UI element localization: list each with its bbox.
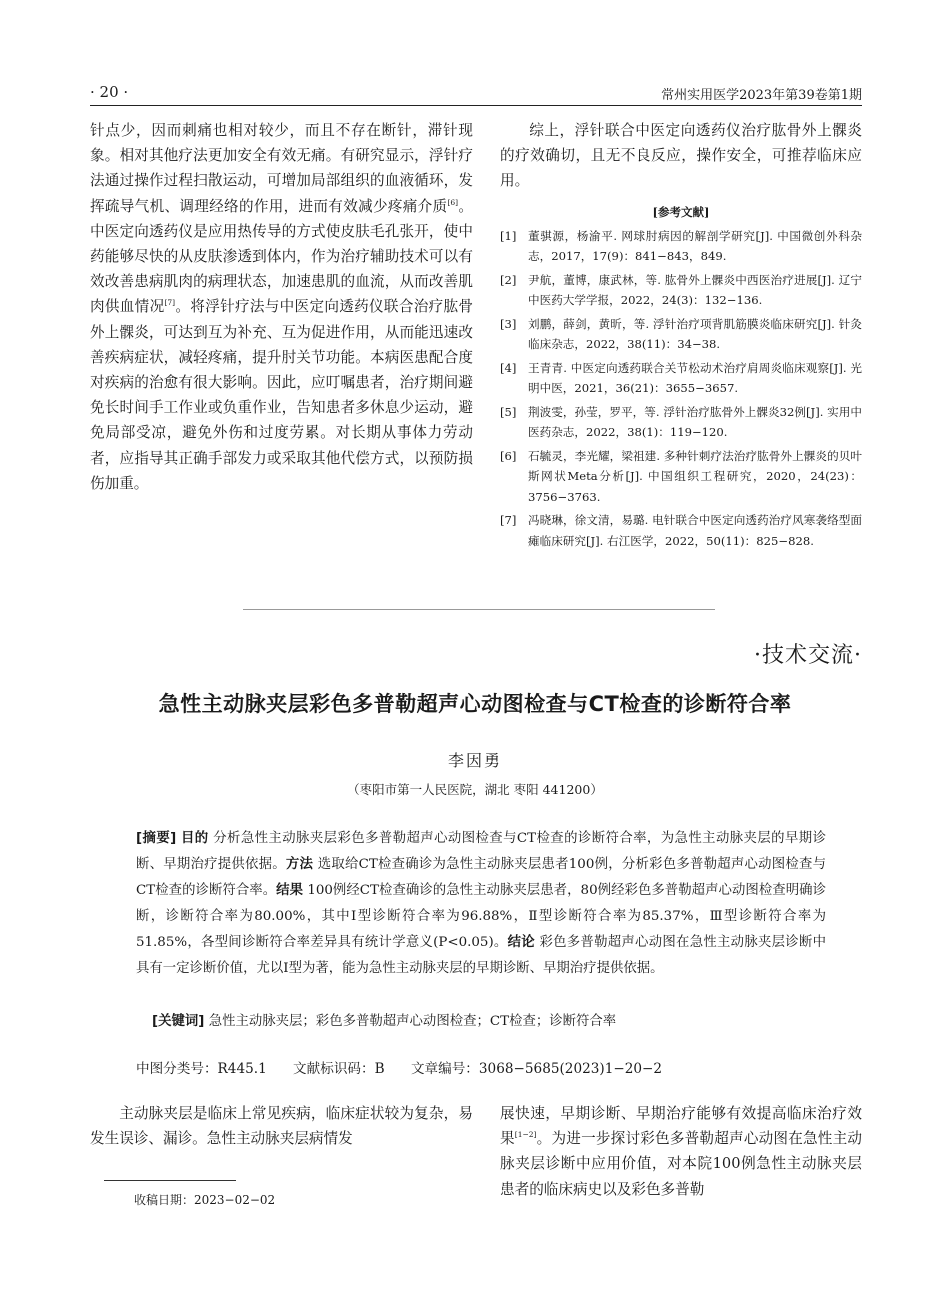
journal-info: 常州实用医学2023年第39卷第1期 xyxy=(661,88,862,103)
reference-item: [4] 王青青. 中医定向透药联合关节松动术治疗肩周炎临床观察[J]. 光明中医，2021，36(21)：3655−3657. xyxy=(500,360,862,396)
clc-number: 中图分类号：R445.1 xyxy=(136,1061,267,1077)
abstract: [摘要] 目的 分析急性主动脉夹层彩色多普勒超声心动图检查与CT检查的诊断符合率，为急性主动脉夹层的早期诊断、早期治疗提供依据。方法 选取给CT检查确诊为急性主动脉夹层患者100例，分析彩色多普勒超声心动图检查与CT检查的诊断符合率。结果 100例经CT检查确诊的急性主动脉夹层患者，80例经彩色多普勒超声心动图检查明确诊断，诊断符合率为80.00%，其中Ⅰ型诊断符合率为96.88%，Ⅱ型诊断符合率为85.37%，Ⅲ型诊断符合率为51.85%，各型间诊断符合率差异具有统计学意义(P<0.05)。结论 彩色多普勒超声心动图在急性主动脉夹层诊断中具有一定诊断价值，尤以Ⅰ型为著，能为急性主动脉夹层的早期诊断、早期治疗提供依据。 xyxy=(136,831,827,976)
reference-item: [2] 尹航，董博，康武林，等. 肱骨外上髁炎中西医治疗进展[J]. 辽宁中医药大学学报，2022，24(3)：132−136. xyxy=(500,272,862,308)
article-divider xyxy=(243,609,715,610)
prev-article-right-column xyxy=(500,118,862,554)
article-title: 急性主动脉夹层彩色多普勒超声心动图检查与CT检查的诊断符合率 xyxy=(158,692,792,716)
reference-item: [5] 荆波雯，孙莹，罗平，等. 浮针治疗肱骨外上髁炎32例[J]. 实用中医药杂志，2022，38(1)：119−120. xyxy=(500,404,862,440)
prev-article-left-column xyxy=(90,118,473,496)
abstract-label: [摘要] xyxy=(136,831,177,846)
reference-list xyxy=(500,226,862,552)
classification-info xyxy=(136,1058,684,1080)
document-code: 文献标识码：B xyxy=(293,1061,385,1077)
section-label: ·技术交流· xyxy=(754,643,862,668)
received-date: 收稿日期：2023−02−02 xyxy=(134,1193,276,1207)
page-number: · 20 · xyxy=(90,83,129,101)
affiliation: （枣阳市第一人民医院，湖北 枣阳 441200） xyxy=(347,782,603,797)
paragraph: 针点少，因而刺痛也相对较少，而且不存在断针，滞针现象。相对其他疗法更加安全有效无痛。有研究显示，浮针疗法通过操作过程扫散运动，可增加局部组织的血液循环，发挥疏导气机、调理经络的作用，进而有效减少疼痛介质[6]。中医定向透药仪是应用热传导的方式使皮肤毛孔张开，使中药能够尽快的从皮肤渗透到体内，作为治疗辅助技术可以有效改善患病肌肉的病理状态，加速患肌的血流，从而改善肌肉供血情况[7]。将浮针疗法与中医定向透药仪联合治疗肱骨外上髁炎，可达到互为补充、互为促进作用，从而能迅速改善疾病症状，减轻疼痛，提升肘关节功能。本病医患配合度对疾病的治愈有很大影响。因此，应叮嘱患者，治疗期间避免长时间手工作业或负重作业，告知患者多休息少运动，避免局部受凉，避免外伤和过度劳累。对长期从事体力劳动者，应指导其正确手部发力或采取其他代偿方式，以预防损伤加重。 xyxy=(90,122,473,492)
reference-item: [7] 冯晓琳，徐文清，易璐. 电针联合中医定向透药治疗风寒袭络型面瘫临床研究[J]. 右江医学，2022，50(11)：825−828. xyxy=(500,513,862,548)
conclusion-paragraph: 综上，浮针联合中医定向透药仪治疗肱骨外上髁炎的疗效确切，且无不良反应，操作安全，可推荐临床应用。 xyxy=(500,122,862,190)
methods-label: 方法 xyxy=(285,857,314,872)
citation: [1−2] xyxy=(514,1130,537,1140)
reference-item: [1] 董骐源，杨渝平. 网球肘病因的解剖学研究[J]. 中国微创外科杂志，2017，17(9)：841−843，849. xyxy=(500,228,862,264)
running-header xyxy=(90,80,862,106)
reference-item: [6] 石毓灵，李光耀，梁祖建. 多种针刺疗法治疗肱骨外上髁炎的贝叶斯网状Meta分析[J]. 中国组织工程研究，2020，24(23)：3756−3763. xyxy=(500,448,862,504)
conclusion-label: 结论 xyxy=(507,935,535,950)
reference-item: [3] 刘鹏，薛剑，黄昕，等. 浮针治疗项背肌筋膜炎临床研究[J]. 针灸临床杂志，2022，38(11)：34−38. xyxy=(500,316,862,352)
objective-label: 目的 xyxy=(180,831,209,846)
footnote-rule xyxy=(104,1180,236,1181)
results-label: 结果 xyxy=(276,883,304,898)
body-paragraph: 主动脉夹层是临床上常见疾病，临床症状较为复杂，易发生误诊、漏诊。急性主动脉夹层病情发 xyxy=(90,1105,473,1148)
citation: [7] xyxy=(164,298,176,308)
citation: [6] xyxy=(447,197,459,207)
references-title: [参考文献] xyxy=(652,204,710,219)
author: 李因勇 xyxy=(447,751,502,770)
keywords-label: [关键词] xyxy=(152,1014,205,1029)
body-paragraph-continued: 展快速，早期诊断、早期治疗能够有效提高临床治疗效果[1−2]。为进一步探讨彩色多普勒超声心动图在急性主动脉夹层诊断中应用价值，对本院100例急性主动脉夹层患者的临床病史以及彩色多普勒 xyxy=(500,1105,862,1198)
keywords: [关键词] 急性主动脉夹层；彩色多普勒超声心动图检查；CT检查；诊断符合率 xyxy=(152,1014,617,1029)
article-number: 文章编号：3068−5685(2023)1−20−2 xyxy=(410,1061,663,1077)
